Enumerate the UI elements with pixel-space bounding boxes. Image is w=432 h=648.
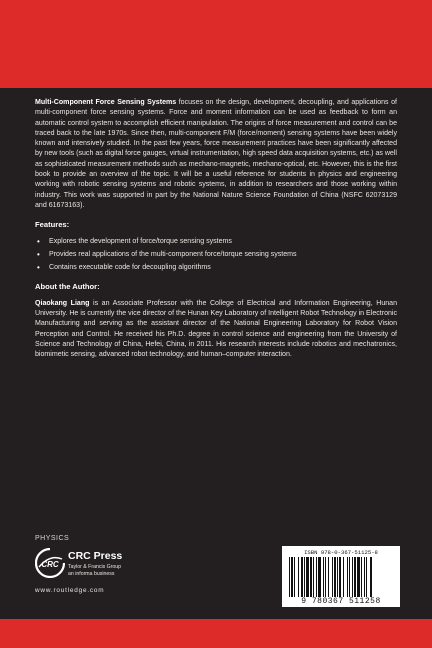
bullet-icon: • — [37, 263, 40, 273]
bullet-icon: • — [37, 249, 40, 259]
barcode-bar — [304, 557, 305, 597]
list-item — [35, 263, 397, 273]
top-red-band — [0, 0, 432, 88]
author-bio-text: is an Associate Professor with the College of Electrical and Information Engineering, Hunan University. He is currently the vice director of the Hunan Key Laboratory of Intelligent Robot Technology in Electronic Manufacturing and serving as the assistant director of the National Engineering Laboratory for Robot Vision Perception and Control. He received his Ph.D. degree in control science and engineering from the University of Science and Technology of China, Hefei, China, in 2011. His research interests include robotics and mechatronics, biomimetic sensing, advanced robot technology, and human–computer interaction. — [35, 299, 398, 359]
barcode-bar — [361, 557, 362, 597]
logo-mark-text: CRC — [41, 560, 59, 569]
barcode-bar — [316, 557, 317, 597]
feature-text: Provides real applications of the multi-component force/torque sensing systems — [49, 250, 297, 258]
feature-text: Explores the development of force/torque sensing systems — [49, 237, 232, 245]
barcode-bar — [323, 557, 324, 597]
barcode-bar — [349, 557, 350, 597]
barcode-bar — [334, 557, 336, 597]
isbn-number: ISBN 978-0-367-51125-8 — [304, 549, 378, 556]
publisher-name: CRC Press — [68, 550, 123, 562]
cover-text — [35, 98, 397, 361]
barcode-bar — [291, 557, 293, 597]
features-list — [35, 237, 397, 274]
feature-text: Contains executable code for decoupling algorithms — [49, 264, 211, 272]
book-title: Multi-Component Force Sensing Systems — [35, 99, 177, 106]
barcode-bar — [364, 557, 365, 597]
barcode-bar — [337, 557, 338, 597]
barcode-bar — [313, 557, 314, 597]
barcode-bar — [289, 557, 290, 597]
barcode-panel — [282, 546, 400, 607]
bottom-red-band — [0, 619, 432, 648]
barcode-bar — [325, 557, 326, 597]
barcode-bar — [328, 557, 329, 597]
barcode-bar — [357, 557, 360, 597]
barcode-digits: 9 780367 511258 — [301, 597, 381, 606]
book-description — [35, 98, 397, 211]
barcode-bar — [306, 557, 309, 597]
author-name: Qiaokang Liang — [35, 299, 90, 307]
barcode-bar — [339, 557, 341, 597]
list-item — [35, 250, 397, 260]
barcode-bar — [352, 557, 353, 597]
publisher-group: Taylor & Francis Group — [68, 564, 122, 570]
isbn-barcode — [287, 557, 395, 597]
barcode-bar — [301, 557, 303, 597]
barcode-bar — [332, 557, 333, 597]
barcode-bar — [318, 557, 321, 597]
barcode-bar — [370, 557, 372, 597]
crc-press-logo-icon — [35, 548, 65, 578]
barcode-bar — [343, 557, 344, 597]
description-text: focuses on the design, development, decoupling, and applications of multi-component force sensing systems. Force and moment information can be used as feedback to form an automatic control system to accomplish efficient manipulation. The origins of force measurement and control can be traced back to the late 1970s. Since then, multi-component F/M (force/moment) sensing systems have been widely known and intensively studied. In the past few years, force measurement practices have been significantly affected by new tools (such as digital force gauges, virtual instrumentation, high speed data acquisition systems, etc.) as well as sophisticated measurement methods such as mechano-magnetic, mechano-optical, etc. However, this is the first book to provide an overview of the topic. It will be a useful reference for students in physics and engineering working with robotic sensing systems and robotic systems, in addition to researchers and those working within industry. This work was supported in part by the National Nature Science Foundation of China (NSFC 62073129 and 61673163). — [35, 99, 397, 209]
barcode-bar — [294, 557, 295, 597]
subject-category: PHYSICS — [35, 535, 70, 542]
list-item — [35, 237, 397, 247]
barcode-bar — [354, 557, 356, 597]
publisher-tagline: an informa business — [68, 571, 115, 577]
barcode-bar — [310, 557, 312, 597]
barcode-bar — [366, 557, 367, 597]
author-bio — [35, 299, 397, 361]
publisher-website: www.routledge.com — [35, 587, 105, 594]
author-heading: About the Author: — [35, 282, 100, 292]
barcode-bar — [298, 557, 299, 597]
bullet-icon: • — [37, 236, 40, 246]
barcode-bar — [347, 557, 348, 597]
features-heading: Features: — [35, 220, 70, 230]
